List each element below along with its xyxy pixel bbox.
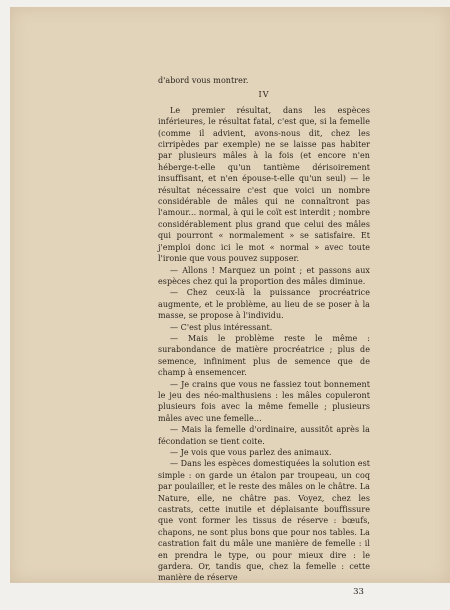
paragraph: — Je crains que vous ne fassiez tout bonnement le jeu des néo-malthusiens : les mâles copuleront plusieurs fois avec la même femelle ; plusieurs mâles avec une femelle...	[158, 379, 370, 423]
paragraph: — Je vois que vous parlez des animaux.	[170, 448, 332, 457]
chapter-heading: IV	[258, 90, 270, 100]
text-line-top: d'abord vous montrer.	[158, 76, 249, 85]
book-page	[10, 7, 450, 597]
page-text	[158, 75, 370, 598]
paragraph: — C'est plus intéressant.	[170, 322, 273, 332]
paragraph: — Allons ! Marquez un point ; et passons aux espèces chez qui la proportion des mâles diminue.	[158, 265, 370, 286]
paragraph: Le premier résultat, dans les espèces inférieures, le résultat fatal, c'est que, si la femelle (comme il advient, avons-nous dit, chez les cirripèdes par exemple) ne se laisse pas habiter par plusieurs mâles à la fois (et encore n'en héberge-t-elle qu'un tantième dérisoirement insuffisant, et n'en épouse-t-elle qu'un seul) — le résultat nécessaire c'est que voici un nombre considérable de mâles qui ne connaîtront pas l'amour... normal, à qui le coït est interdit ; nombre considérablement plus grand que celui des mâles qui pourront « normalement » se satisfaire. Et j'emploi donc ici le mot « normal » avec toute l'ironie que vous pouvez supposer.	[158, 105, 370, 264]
page-number: 33	[353, 586, 364, 597]
paragraph: — Mais le problème reste le même : surabondance de matière procréatrice ; plus de semence, infiniment plus de semence que de champ à ensemencer.	[158, 333, 370, 378]
paragraph: — Dans les espèces domestiquées la solution est simple : on garde un étalon par troupeau, un coq par poulailler, et le reste des mâles on le châtre. La Nature, elle, ne châtre pas. Voyez, chez les castrats, cette inutile et déplaisante bouffissure que vont former les tissus de réserve : bœufs, chapons, ne sont plus bons que pour nos tables. La castration fait du mâle une manière de femelle : il en prendra le type, ou pour mieux dire : le gardera. Or, tandis que, chez la femelle : cette manière de réserve	[158, 459, 370, 583]
paragraph: — Mais la femelle d'ordinaire, aussitôt après la fécondation se tient coite.	[158, 425, 370, 446]
paragraph: — Chez ceux-là la puissance procréatrice augmente, et le problème, au lieu de se poser à la masse, se propose à l'individu.	[158, 288, 370, 321]
